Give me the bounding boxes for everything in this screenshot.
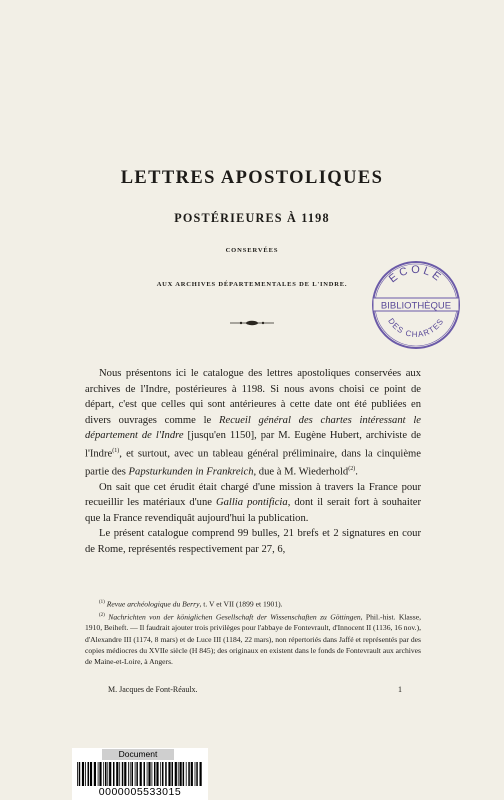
barcode-bar (165, 762, 167, 786)
barcode-bar (191, 762, 193, 786)
barcode-bar (180, 762, 182, 786)
barcode-bar (77, 762, 78, 786)
barcode-bar (116, 762, 118, 786)
barcode-bar (144, 762, 146, 786)
ornament-divider (228, 318, 276, 328)
barcode-bar (109, 762, 111, 786)
library-stamp (370, 259, 462, 351)
paragraph-1: Nous présentons ici le catalogue des lettres apostoliques conservées aux archives de l'Indre, postérieures à 1198. Si nous avons choisi ce point de départ, c'est que celles qui sont antérieures à cette date ont été publiées en divers ouvrages comme le Recueil général des chartes intéressant le département de l'Indre [jusqu'en 1150], par M. Eugène Hubert, archiviste de l'Indre$^{(1)}$, et surtout, avec un tableau général préliminaire, dans la cinquième partie des Papsturkunden in Frankreich, due à M. Wiederhold$^{(2)}$. (85, 368, 421, 478)
page-number: 1 (398, 685, 402, 694)
barcode-bar (156, 762, 158, 786)
barcode-bar (172, 762, 174, 786)
barcode-bar (130, 762, 131, 786)
barcode-bar (119, 762, 120, 786)
footnote-2: $^{(2)}$ Nachrichten von der königlichen Gesellschaft der Wissenschaften zu Göttingen, Phil.-hist. Klasse, 1910, Beiheft. — Il faudrait ajouter trois privilèges pour l'abbaye de Fontevrault, d'Innocent II (1136, 16 nov.), d'Alexandre III (1174, 8 mars) et de Luce III (1184, 22 mars), non répertoriés dans Jaffé et représentés par des copies médiocres du XVIIe siècle (H 845); des originaux en existent dans le fonds de Fontevrault aux archives de Maine-et-Loire, à Angers. (85, 612, 421, 667)
barcode-bar (168, 762, 170, 786)
barcode-bar (183, 762, 185, 786)
barcode-document-tag: Document (102, 749, 174, 760)
barcode-bar (85, 762, 86, 786)
barcode-bar (196, 762, 198, 786)
barcode-bar (90, 762, 92, 786)
barcode-bar (160, 762, 161, 786)
archives-line: AUX ARCHIVES DÉPARTEMENTALES DE L'INDRE. (156, 281, 348, 288)
paragraph-2: On sait que cet érudit était chargé d'une mission à travers la France pour recueillir les matériaux d'une Gallia pontificia, dont il serait fort à souhaiter que la France revendiquât aujourd'hui la publication. (85, 481, 421, 524)
barcode-bar (105, 762, 107, 786)
barcode-bar (154, 762, 156, 786)
paragraph-3: Le présent catalogue comprend 99 bulles, 21 brefs et 2 signatures en cour de Rome, représentés respectivement par 27, 6, (85, 528, 421, 555)
footnote-ref-1: (1) (112, 447, 120, 454)
stamp-bottom-text: DES CHARTES (386, 316, 446, 340)
barcode-bar (113, 762, 115, 786)
barcode-bars (76, 762, 204, 786)
stamp-middle-text: BIBLIOTHÈQUE (380, 300, 452, 312)
barcode-bar (122, 762, 124, 786)
conservees-line: CONSERVÉES (225, 247, 279, 254)
barcode-bar (188, 762, 190, 786)
barcode-bar (147, 762, 148, 786)
barcode-bar (195, 762, 196, 786)
barcode-bar (79, 762, 81, 786)
barcode-bar (124, 762, 126, 786)
barcode-bar (88, 762, 90, 786)
page-subtitle: POSTÉRIEURES À 1198 (174, 211, 330, 225)
barcode-bar (200, 762, 202, 786)
footnote-1: $^{(1)}$ Revue archéologique du Berry, t. V et VII (1899 et 1901). (99, 599, 283, 609)
barcode-bar (98, 762, 99, 786)
barcode-label (72, 748, 208, 800)
barcode-bar (148, 762, 150, 786)
barcode-bar (162, 762, 164, 786)
barcode-bar (128, 762, 129, 786)
barcode-bar (94, 762, 96, 786)
barcode-bar (136, 762, 138, 786)
footnote-ref-2: (2) (348, 465, 356, 472)
barcode-bar (103, 762, 104, 786)
barcode-bar (135, 762, 136, 786)
stamp-top-text: ÉCOLE (386, 263, 446, 286)
svg-text:DES CHARTES (386, 317, 445, 339)
barcode-bar (140, 762, 142, 786)
barcode-bar (186, 762, 187, 786)
barcode-bar (132, 762, 134, 786)
barcode-bar (175, 762, 177, 786)
body-text (85, 366, 421, 557)
barcode-bar (82, 762, 84, 786)
barcode-number: 0000005533015 (98, 786, 182, 798)
barcode-bar (152, 762, 153, 786)
barcode-bar (107, 762, 108, 786)
barcode-bar (99, 762, 101, 786)
footnotes (85, 597, 421, 667)
signature: M. Jacques de Font-Réaulx. (108, 685, 198, 694)
barcode-bar (178, 762, 179, 786)
page-title: LETTRES APOSTOLIQUES (120, 168, 384, 188)
